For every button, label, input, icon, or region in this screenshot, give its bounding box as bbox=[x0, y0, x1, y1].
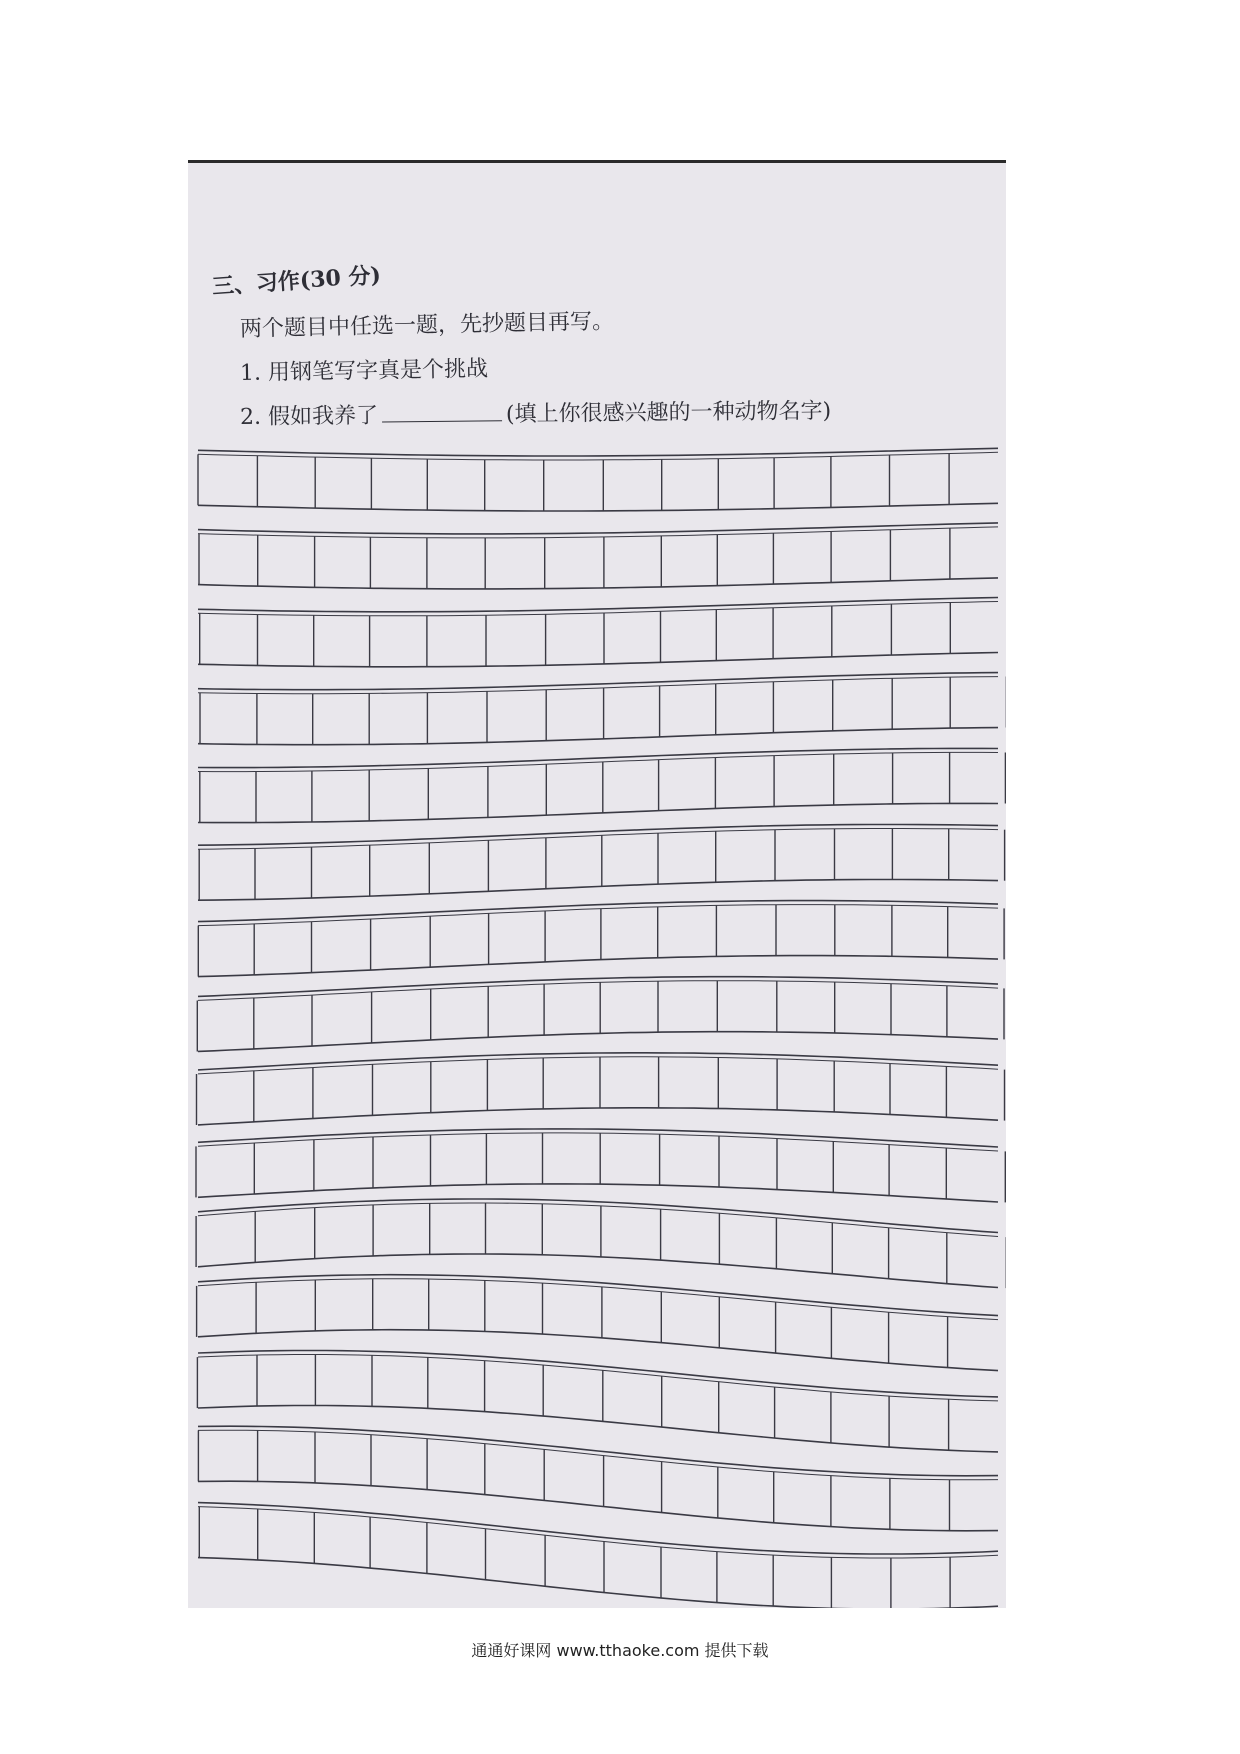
topic-2-label: 2. 假如我养了 bbox=[239, 403, 379, 430]
grid-row bbox=[198, 523, 1006, 589]
grid-row bbox=[197, 977, 1004, 1052]
worksheet-photo bbox=[188, 160, 1006, 1608]
grid-rule bbox=[198, 1351, 998, 1397]
grid-rule bbox=[198, 728, 998, 745]
grid-rule bbox=[198, 503, 998, 511]
topic-option-1: 1. 用钢笔写字真是个挑战 bbox=[239, 356, 489, 386]
grid-row bbox=[198, 1503, 1006, 1608]
grid-rule bbox=[198, 1430, 998, 1480]
grid-rule bbox=[198, 673, 998, 690]
grid-rule bbox=[198, 956, 998, 977]
grid-rule bbox=[198, 1558, 998, 1608]
grid-rule bbox=[198, 578, 998, 589]
instruction-text: 两个题目中任选一题，先抄题目再写。 bbox=[239, 309, 615, 342]
grid-rule bbox=[198, 1275, 998, 1316]
grid-row bbox=[198, 673, 1006, 745]
grid-row bbox=[198, 825, 1005, 901]
grid-rule bbox=[198, 653, 998, 667]
grid-row bbox=[198, 448, 1006, 511]
grid-row bbox=[197, 1351, 1006, 1453]
grid-rule bbox=[198, 1279, 998, 1320]
grid-rule bbox=[198, 748, 998, 767]
grid-rule bbox=[198, 1203, 998, 1237]
topic-2-hint: (填上你很感兴趣的一种动物名字) bbox=[505, 398, 832, 428]
grid-rule bbox=[198, 977, 998, 997]
grid-rule bbox=[198, 1199, 998, 1233]
grid-rule bbox=[198, 677, 998, 694]
grid-row bbox=[198, 748, 1005, 822]
topic-option-2 bbox=[240, 394, 831, 431]
grid-rule bbox=[198, 1184, 998, 1202]
grid-rule bbox=[198, 1032, 998, 1052]
grid-rule bbox=[198, 880, 998, 901]
grid-rule bbox=[198, 1108, 998, 1125]
footer-credit: 通通好课网 www.tthaoke.com 提供下载 bbox=[471, 1641, 769, 1660]
grid-rule bbox=[198, 752, 998, 771]
grid-row bbox=[198, 901, 1004, 977]
grid-rule bbox=[198, 803, 998, 822]
grid-row bbox=[198, 598, 1006, 667]
grid-row bbox=[197, 1053, 1005, 1125]
grid-rule bbox=[198, 1355, 998, 1401]
grid-rule bbox=[198, 523, 998, 534]
fill-in-blank bbox=[382, 402, 502, 422]
grid-rule bbox=[198, 1481, 998, 1531]
grid-row bbox=[198, 1426, 1006, 1531]
grid-rule bbox=[198, 1507, 998, 1558]
grid-row bbox=[196, 1129, 1005, 1203]
grid-rule bbox=[198, 901, 998, 922]
grid-row bbox=[197, 1275, 1006, 1371]
grid-row bbox=[196, 1199, 1006, 1288]
grid-rule bbox=[198, 1426, 998, 1476]
grid-rule bbox=[198, 825, 998, 846]
section-heading: 三、习作(30 分) bbox=[211, 262, 382, 300]
grid-rule bbox=[198, 905, 998, 926]
